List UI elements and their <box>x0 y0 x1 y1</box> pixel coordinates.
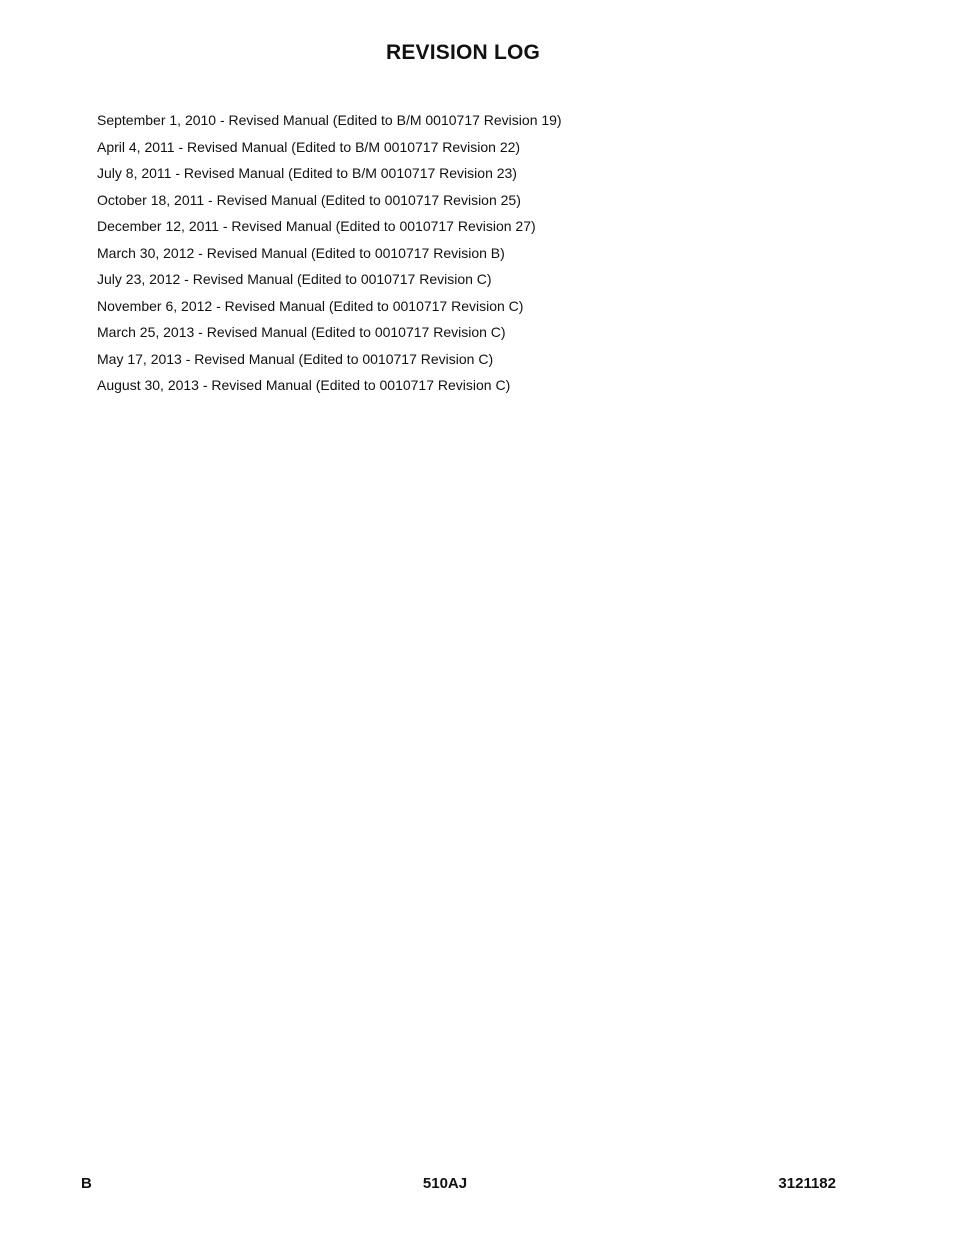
revision-entry: July 8, 2011 - Revised Manual (Edited to B/M 0010717 Revision 23) <box>97 165 517 181</box>
footer-document-number: 3121182 <box>778 1175 836 1192</box>
revision-entry: December 12, 2011 - Revised Manual (Edited to 0010717 Revision 27) <box>97 218 536 234</box>
revision-entry: March 30, 2012 - Revised Manual (Edited to 0010717 Revision B) <box>97 244 505 261</box>
revision-entry: April 4, 2011 - Revised Manual (Edited to B/M 0010717 Revision 22) <box>97 138 521 155</box>
revision-entry: July 23, 2012 - Revised Manual (Edited to 0010717 Revision C) <box>97 271 492 287</box>
page-footer <box>0 1175 954 1197</box>
revision-entry: October 18, 2011 - Revised Manual (Edited to 0010717 Revision 25) <box>97 191 521 208</box>
footer-page-label: B <box>81 1175 92 1192</box>
footer-model: 510AJ <box>422 1175 468 1192</box>
revision-entry: November 6, 2012 - Revised Manual (Edited to 0010717 Revision C) <box>97 297 524 314</box>
revision-list <box>97 107 562 399</box>
revision-entry: September 1, 2010 - Revised Manual (Edited to B/M 0010717 Revision 19) <box>97 112 562 128</box>
revision-entry: March 25, 2013 - Revised Manual (Edited to 0010717 Revision C) <box>97 324 506 340</box>
page-title: REVISION LOG <box>385 41 541 64</box>
revision-entry: May 17, 2013 - Revised Manual (Edited to 0010717 Revision C) <box>97 350 494 367</box>
revision-entry: August 30, 2013 - Revised Manual (Edited to 0010717 Revision C) <box>97 377 511 393</box>
